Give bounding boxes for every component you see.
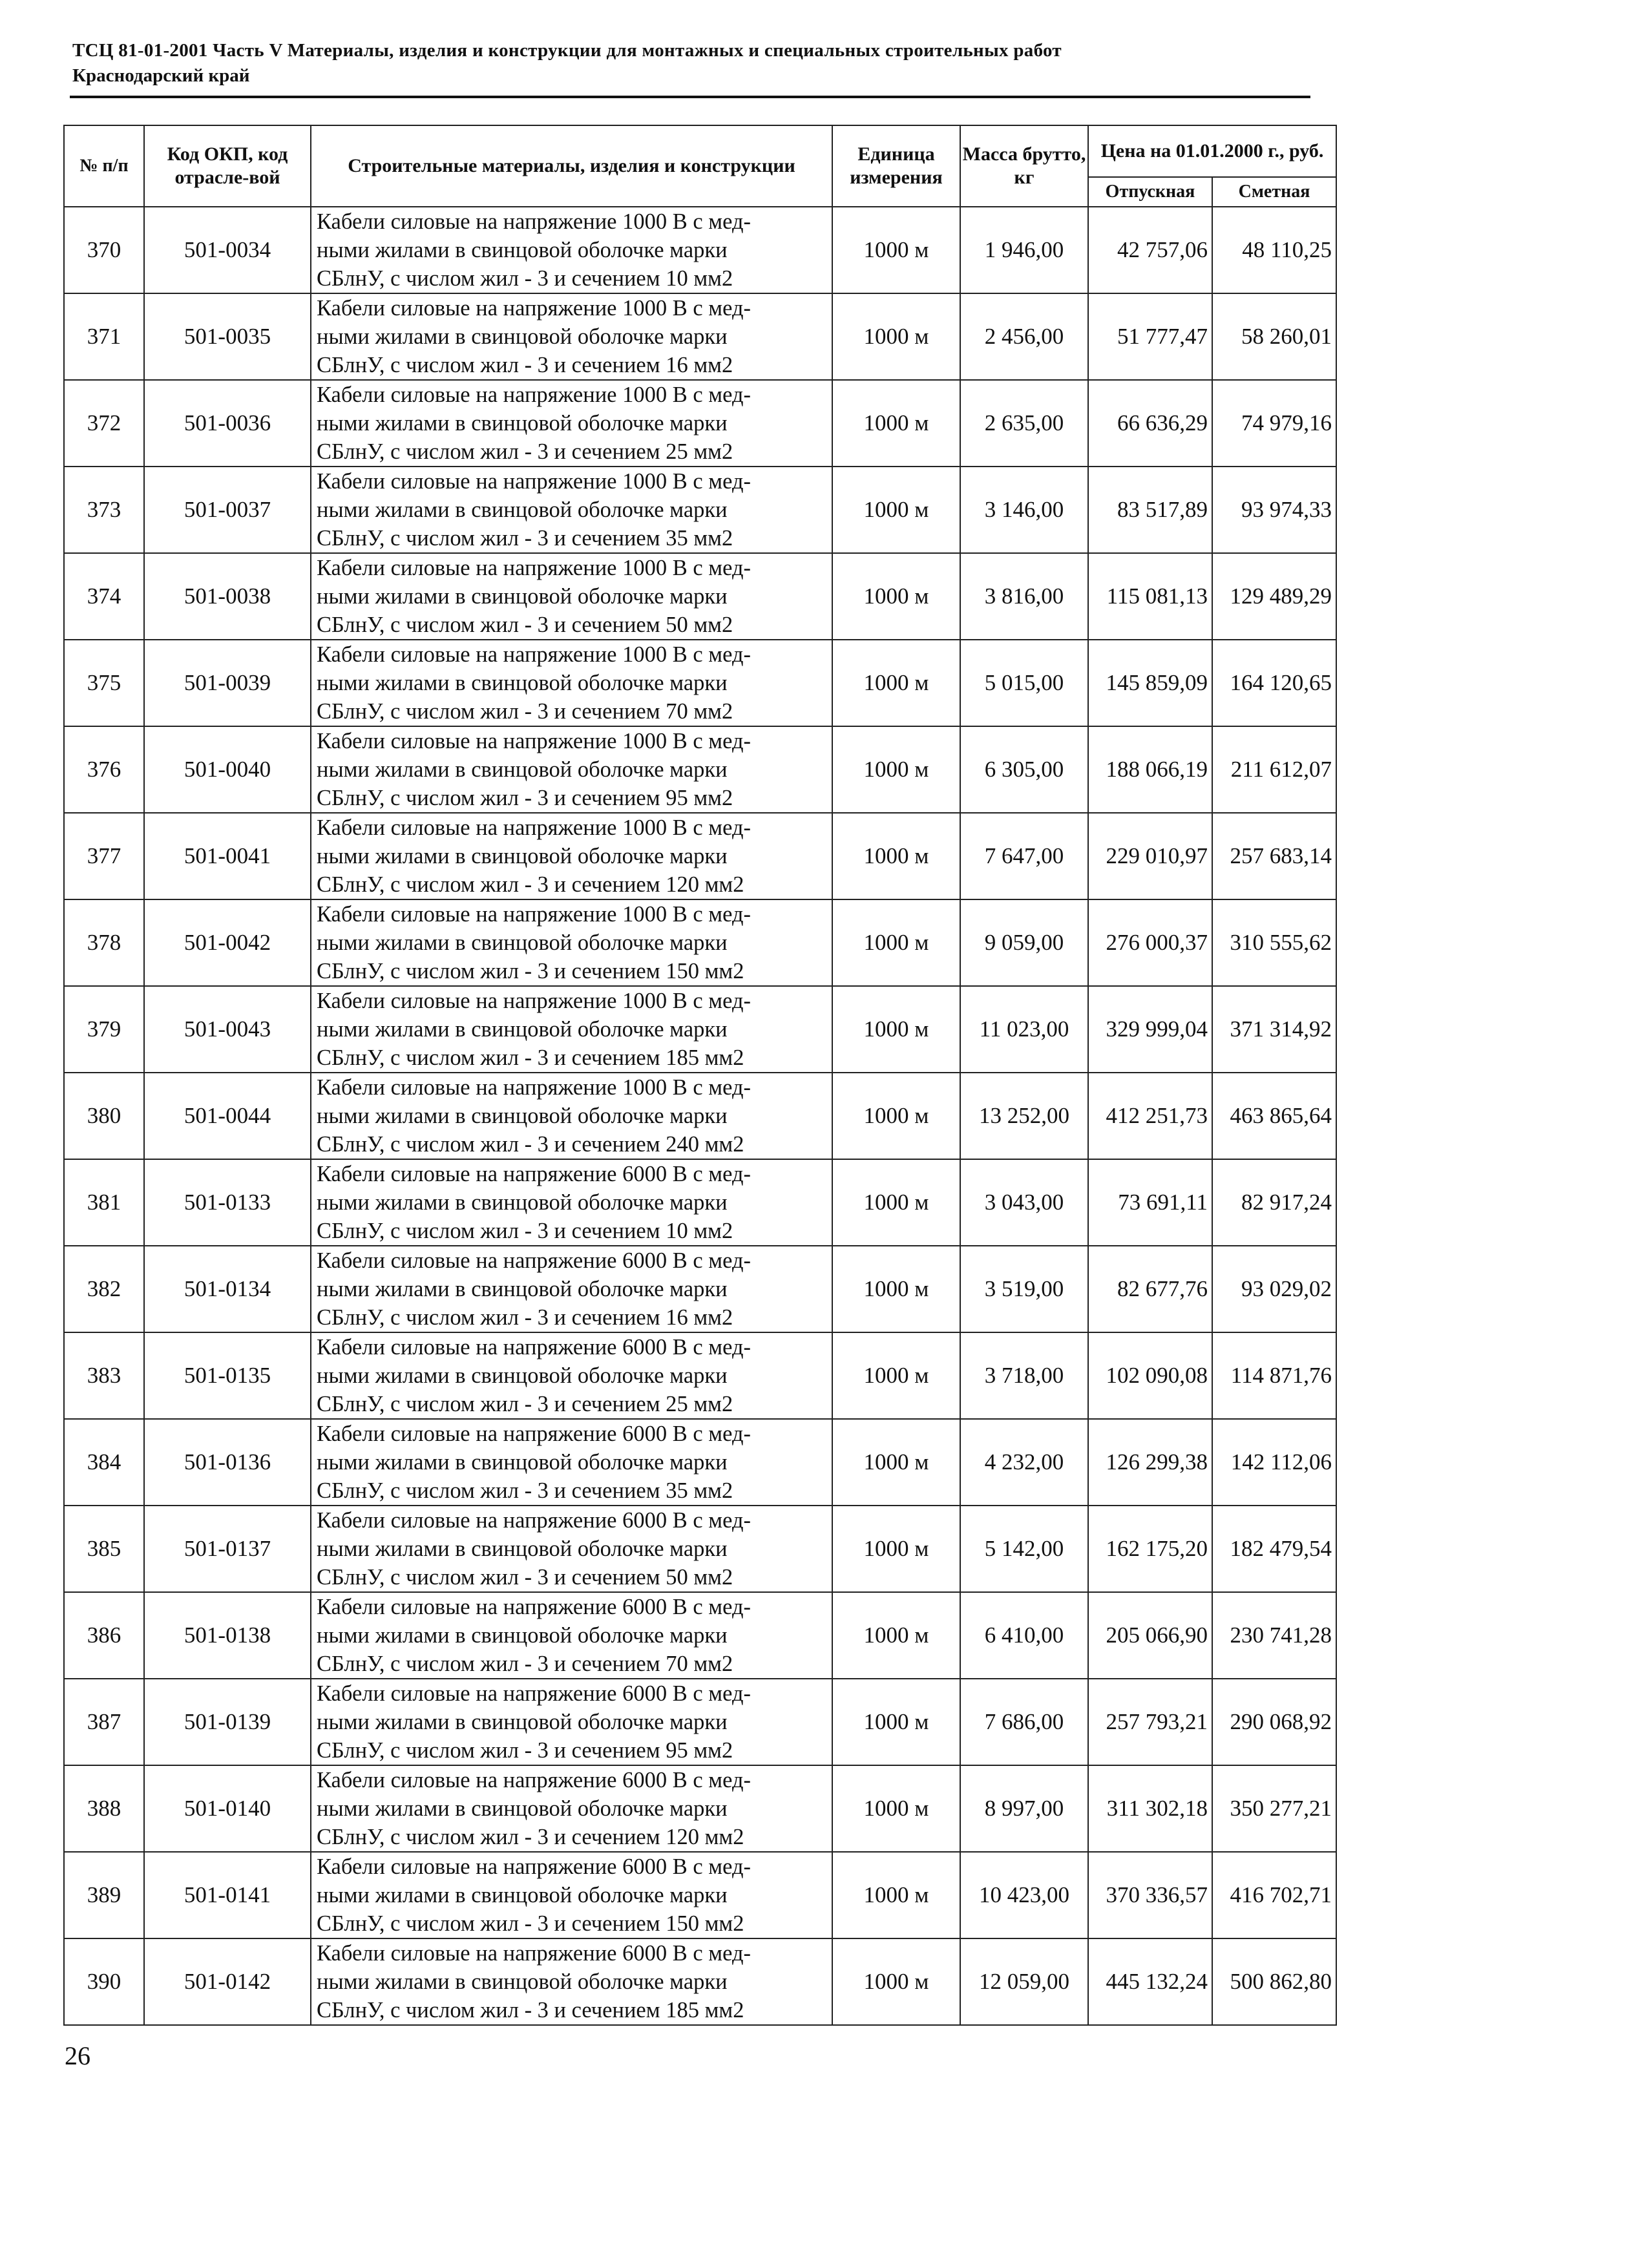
row-description (311, 1938, 832, 2025)
row-mass: 6 305,00 (960, 726, 1088, 813)
row-description (311, 1332, 832, 1419)
row-code: 501-0138 (144, 1592, 311, 1679)
row-mass: 5 142,00 (960, 1506, 1088, 1592)
row-price-release: 73 691,11 (1088, 1159, 1212, 1246)
row-mass: 13 252,00 (960, 1073, 1088, 1159)
row-unit: 1000 м (832, 1073, 960, 1159)
description-line: ными жилами в свинцовой оболочке марки (317, 584, 728, 609)
description-line: Кабели силовые на напряжение 1000 В с мед- (317, 729, 751, 753)
description-line: Кабели силовые на напряжение 1000 В с мед- (317, 989, 751, 1013)
header-divider (70, 96, 1310, 98)
row-number: 377 (64, 813, 144, 899)
row-price-release: 145 859,09 (1088, 640, 1212, 726)
col-header-mass: Масса брутто, кг (960, 125, 1088, 207)
description-line: ными жилами в свинцовой оболочке марки (317, 1363, 728, 1388)
description-line: ными жилами в свинцовой оболочке марки (317, 1883, 728, 1907)
page-number: 26 (65, 2041, 90, 2070)
row-price-release: 42 757,06 (1088, 207, 1212, 293)
description-line: Кабели силовые на напряжение 6000 В с мед- (317, 1162, 751, 1186)
row-price-release: 115 081,13 (1088, 553, 1212, 640)
row-description (311, 467, 832, 553)
description-line: ными жилами в свинцовой оболочке марки (317, 498, 728, 522)
row-mass: 7 686,00 (960, 1679, 1088, 1765)
table-header (64, 125, 1336, 207)
row-unit: 1000 м (832, 553, 960, 640)
col-header-price-estimate: Сметная (1212, 177, 1336, 207)
row-description (311, 1159, 832, 1246)
row-price-estimate: 350 277,21 (1212, 1765, 1336, 1852)
row-mass: 3 043,00 (960, 1159, 1088, 1246)
row-mass: 3 519,00 (960, 1246, 1088, 1332)
row-number: 390 (64, 1938, 144, 2025)
row-number: 375 (64, 640, 144, 726)
row-code: 501-0140 (144, 1765, 311, 1852)
table-row (64, 467, 1336, 553)
row-number: 383 (64, 1332, 144, 1419)
row-number: 382 (64, 1246, 144, 1332)
table-row (64, 1246, 1336, 1332)
row-price-release: 205 066,90 (1088, 1592, 1212, 1679)
description-line: Кабели силовые на напряжение 6000 В с мед- (317, 1595, 751, 1619)
col-header-code: Код ОКП, код отрасле-вой (144, 125, 311, 207)
description-line: ными жилами в свинцовой оболочке марки (317, 238, 728, 262)
row-number: 379 (64, 986, 144, 1073)
description-line: СБлнУ, с числом жил - 3 и сечением 10 мм2 (317, 266, 733, 291)
description-line: ными жилами в свинцовой оболочке марки (317, 671, 728, 695)
row-number: 376 (64, 726, 144, 813)
table-row (64, 640, 1336, 726)
row-price-release: 412 251,73 (1088, 1073, 1212, 1159)
row-mass: 9 059,00 (960, 899, 1088, 986)
row-unit: 1000 м (832, 813, 960, 899)
description-line: СБлнУ, с числом жил - 3 и сечением 95 мм2 (317, 786, 733, 810)
row-mass: 2 456,00 (960, 293, 1088, 380)
row-price-release: 66 636,29 (1088, 380, 1212, 467)
price-table (63, 125, 1337, 2026)
description-line: ными жилами в свинцовой оболочке марки (317, 930, 728, 955)
description-line: СБлнУ, с числом жил - 3 и сечением 70 мм2 (317, 699, 733, 724)
table-row (64, 899, 1336, 986)
row-code: 501-0137 (144, 1506, 311, 1592)
row-code: 501-0142 (144, 1938, 311, 2025)
description-line: Кабели силовые на напряжение 1000 В с мед- (317, 902, 751, 927)
row-code: 501-0038 (144, 553, 311, 640)
row-unit: 1000 м (832, 1765, 960, 1852)
description-line: СБлнУ, с числом жил - 3 и сечением 120 мм2 (317, 872, 744, 897)
document-header (72, 40, 1307, 87)
row-code: 501-0040 (144, 726, 311, 813)
col-header-num: № п/п (64, 125, 144, 207)
row-mass: 2 635,00 (960, 380, 1088, 467)
row-code: 501-0037 (144, 467, 311, 553)
description-line: СБлнУ, с числом жил - 3 и сечением 25 мм2 (317, 439, 733, 464)
row-mass: 7 647,00 (960, 813, 1088, 899)
row-number: 380 (64, 1073, 144, 1159)
row-price-estimate: 82 917,24 (1212, 1159, 1336, 1246)
row-price-estimate: 114 871,76 (1212, 1332, 1336, 1419)
row-number: 386 (64, 1592, 144, 1679)
description-line: СБлнУ, с числом жил - 3 и сечением 120 мм2 (317, 1825, 744, 1849)
row-price-release: 51 777,47 (1088, 293, 1212, 380)
description-line: ными жилами в свинцовой оболочке марки (317, 1796, 728, 1821)
description-line: Кабели силовые на напряжение 6000 В с мед- (317, 1248, 751, 1273)
row-number: 371 (64, 293, 144, 380)
row-description (311, 1419, 832, 1506)
row-unit: 1000 м (832, 1159, 960, 1246)
row-mass: 3 718,00 (960, 1332, 1088, 1419)
row-unit: 1000 м (832, 640, 960, 726)
row-mass: 10 423,00 (960, 1852, 1088, 1938)
description-line: СБлнУ, с числом жил - 3 и сечением 35 мм2 (317, 526, 733, 551)
row-price-estimate: 500 862,80 (1212, 1938, 1336, 2025)
row-code: 501-0041 (144, 813, 311, 899)
description-line: Кабели силовые на напряжение 6000 В с мед- (317, 1854, 751, 1879)
row-price-release: 229 010,97 (1088, 813, 1212, 899)
row-description (311, 1506, 832, 1592)
row-number: 384 (64, 1419, 144, 1506)
row-unit: 1000 м (832, 1246, 960, 1332)
description-line: СБлнУ, с числом жил - 3 и сечением 95 мм2 (317, 1738, 733, 1763)
row-number: 387 (64, 1679, 144, 1765)
row-unit: 1000 м (832, 986, 960, 1073)
row-price-estimate: 416 702,71 (1212, 1852, 1336, 1938)
row-number: 372 (64, 380, 144, 467)
row-description (311, 1246, 832, 1332)
row-unit: 1000 м (832, 726, 960, 813)
row-description (311, 640, 832, 726)
description-line: ными жилами в свинцовой оболочке марки (317, 1969, 728, 1994)
row-price-estimate: 74 979,16 (1212, 380, 1336, 467)
row-unit: 1000 м (832, 1332, 960, 1419)
row-price-estimate: 182 479,54 (1212, 1506, 1336, 1592)
row-number: 388 (64, 1765, 144, 1852)
table-row (64, 813, 1336, 899)
description-line: СБлнУ, с числом жил - 3 и сечением 70 мм2 (317, 1652, 733, 1676)
row-mass: 3 816,00 (960, 553, 1088, 640)
row-unit: 1000 м (832, 1419, 960, 1506)
row-description (311, 813, 832, 899)
row-price-release: 126 299,38 (1088, 1419, 1212, 1506)
table-row (64, 1679, 1336, 1765)
description-line: СБлнУ, с числом жил - 3 и сечением 16 мм2 (317, 1305, 733, 1330)
row-code: 501-0042 (144, 899, 311, 986)
description-line: Кабели силовые на напряжение 6000 В с мед- (317, 1422, 751, 1446)
description-line: Кабели силовые на напряжение 1000 В с мед- (317, 1075, 751, 1100)
col-header-price-group: Цена на 01.01.2000 г., руб. (1088, 125, 1336, 177)
row-description (311, 207, 832, 293)
table-row (64, 1332, 1336, 1419)
row-price-estimate: 371 314,92 (1212, 986, 1336, 1073)
row-mass: 8 997,00 (960, 1765, 1088, 1852)
row-price-release: 83 517,89 (1088, 467, 1212, 553)
description-line: Кабели силовые на напряжение 1000 В с мед- (317, 209, 751, 234)
row-code: 501-0136 (144, 1419, 311, 1506)
row-code: 501-0133 (144, 1159, 311, 1246)
row-price-estimate: 257 683,14 (1212, 813, 1336, 899)
row-unit: 1000 м (832, 1592, 960, 1679)
row-description (311, 1679, 832, 1765)
document-title: ТСЦ 81-01-2001 Часть V Материалы, изделия и конструкции для монтажных и специальных строительных работ (72, 40, 1062, 61)
description-line: ными жилами в свинцовой оболочке марки (317, 1450, 728, 1475)
row-description (311, 1852, 832, 1938)
table-row (64, 1073, 1336, 1159)
row-description (311, 899, 832, 986)
row-price-estimate: 310 555,62 (1212, 899, 1336, 986)
row-unit: 1000 м (832, 207, 960, 293)
col-header-price-release: Отпускная (1088, 177, 1212, 207)
description-line: ными жилами в свинцовой оболочке марки (317, 411, 728, 436)
description-line: СБлнУ, с числом жил - 3 и сечением 35 мм2 (317, 1478, 733, 1503)
row-number: 374 (64, 553, 144, 640)
row-price-release: 188 066,19 (1088, 726, 1212, 813)
row-unit: 1000 м (832, 1506, 960, 1592)
row-code: 501-0035 (144, 293, 311, 380)
row-number: 370 (64, 207, 144, 293)
row-price-release: 257 793,21 (1088, 1679, 1212, 1765)
row-unit: 1000 м (832, 1938, 960, 2025)
description-line: Кабели силовые на напряжение 1000 В с мед- (317, 642, 751, 667)
row-price-estimate: 290 068,92 (1212, 1679, 1336, 1765)
table-row (64, 1852, 1336, 1938)
row-price-release: 162 175,20 (1088, 1506, 1212, 1592)
description-line: СБлнУ, с числом жил - 3 и сечением 25 мм2 (317, 1392, 733, 1416)
row-price-estimate: 463 865,64 (1212, 1073, 1336, 1159)
row-mass: 3 146,00 (960, 467, 1088, 553)
table-row (64, 1419, 1336, 1506)
row-price-estimate: 93 029,02 (1212, 1246, 1336, 1332)
description-line: Кабели силовые на напряжение 1000 В с мед- (317, 383, 751, 407)
description-line: СБлнУ, с числом жил - 3 и сечением 150 мм2 (317, 1911, 744, 1936)
row-description (311, 986, 832, 1073)
row-price-release: 102 090,08 (1088, 1332, 1212, 1419)
col-header-unit: Единица измерения (832, 125, 960, 207)
description-line: ными жилами в свинцовой оболочке марки (317, 1277, 728, 1301)
row-price-release: 329 999,04 (1088, 986, 1212, 1073)
table-row (64, 293, 1336, 380)
row-price-estimate: 142 112,06 (1212, 1419, 1336, 1506)
row-mass: 1 946,00 (960, 207, 1088, 293)
description-line: Кабели силовые на напряжение 1000 В с мед- (317, 296, 751, 320)
table-row (64, 1938, 1336, 2025)
row-number: 385 (64, 1506, 144, 1592)
description-line: ными жилами в свинцовой оболочке марки (317, 1104, 728, 1128)
row-mass: 6 410,00 (960, 1592, 1088, 1679)
table-row (64, 1592, 1336, 1679)
table-body (64, 207, 1336, 2025)
row-price-estimate: 93 974,33 (1212, 467, 1336, 553)
description-line: СБлнУ, с числом жил - 3 и сечением 150 мм2 (317, 959, 744, 983)
row-unit: 1000 м (832, 293, 960, 380)
description-line: СБлнУ, с числом жил - 3 и сечением 50 мм2 (317, 613, 733, 637)
table-row (64, 726, 1336, 813)
row-price-release: 311 302,18 (1088, 1765, 1212, 1852)
row-unit: 1000 м (832, 467, 960, 553)
row-code: 501-0139 (144, 1679, 311, 1765)
row-mass: 11 023,00 (960, 986, 1088, 1073)
row-unit: 1000 м (832, 1679, 960, 1765)
row-price-release: 276 000,37 (1088, 899, 1212, 986)
row-description (311, 1765, 832, 1852)
row-description (311, 380, 832, 467)
description-line: Кабели силовые на напряжение 6000 В с мед- (317, 1941, 751, 1966)
table-row (64, 1765, 1336, 1852)
table-row (64, 553, 1336, 640)
row-mass: 12 059,00 (960, 1938, 1088, 2025)
row-description (311, 293, 832, 380)
document-region: Краснодарский край (72, 65, 250, 86)
row-description (311, 1073, 832, 1159)
row-description (311, 553, 832, 640)
description-line: Кабели силовые на напряжение 1000 В с мед- (317, 556, 751, 580)
row-description (311, 726, 832, 813)
description-line: ными жилами в свинцовой оболочке марки (317, 1537, 728, 1561)
row-number: 381 (64, 1159, 144, 1246)
row-price-release: 370 336,57 (1088, 1852, 1212, 1938)
description-line: СБлнУ, с числом жил - 3 и сечением 185 мм2 (317, 1998, 744, 2022)
description-line: СБлнУ, с числом жил - 3 и сечением 50 мм2 (317, 1565, 733, 1590)
row-price-estimate: 164 120,65 (1212, 640, 1336, 726)
description-line: Кабели силовые на напряжение 6000 В с мед- (317, 1335, 751, 1360)
description-line: СБлнУ, с числом жил - 3 и сечением 16 мм2 (317, 353, 733, 377)
row-price-estimate: 211 612,07 (1212, 726, 1336, 813)
col-header-name: Строительные материалы, изделия и конструкции (311, 125, 832, 207)
row-price-estimate: 230 741,28 (1212, 1592, 1336, 1679)
row-description (311, 1592, 832, 1679)
row-mass: 4 232,00 (960, 1419, 1088, 1506)
description-line: ными жилами в свинцовой оболочке марки (317, 324, 728, 349)
row-number: 389 (64, 1852, 144, 1938)
row-code: 501-0141 (144, 1852, 311, 1938)
description-line: СБлнУ, с числом жил - 3 и сечением 240 мм2 (317, 1132, 744, 1157)
description-line: ными жилами в свинцовой оболочке марки (317, 844, 728, 868)
description-line: ными жилами в свинцовой оболочке марки (317, 1190, 728, 1215)
row-mass: 5 015,00 (960, 640, 1088, 726)
description-line: ными жилами в свинцовой оболочке марки (317, 757, 728, 782)
row-code: 501-0135 (144, 1332, 311, 1419)
description-line: СБлнУ, с числом жил - 3 и сечением 10 мм2 (317, 1219, 733, 1243)
description-line: ными жилами в свинцовой оболочке марки (317, 1710, 728, 1734)
description-line: ными жилами в свинцовой оболочке марки (317, 1017, 728, 1042)
description-line: ными жилами в свинцовой оболочке марки (317, 1623, 728, 1648)
description-line: Кабели силовые на напряжение 1000 В с мед- (317, 469, 751, 494)
row-price-estimate: 48 110,25 (1212, 207, 1336, 293)
table-row (64, 380, 1336, 467)
description-line: Кабели силовые на напряжение 1000 В с мед- (317, 815, 751, 840)
row-unit: 1000 м (832, 380, 960, 467)
row-code: 501-0036 (144, 380, 311, 467)
row-code: 501-0039 (144, 640, 311, 726)
row-price-release: 82 677,76 (1088, 1246, 1212, 1332)
row-number: 373 (64, 467, 144, 553)
table-row (64, 986, 1336, 1073)
description-line: Кабели силовые на напряжение 6000 В с мед- (317, 1681, 751, 1706)
table-row (64, 1159, 1336, 1246)
row-price-estimate: 58 260,01 (1212, 293, 1336, 380)
table-row (64, 1506, 1336, 1592)
row-unit: 1000 м (832, 1852, 960, 1938)
row-code: 501-0034 (144, 207, 311, 293)
row-code: 501-0044 (144, 1073, 311, 1159)
row-code: 501-0043 (144, 986, 311, 1073)
description-line: Кабели силовые на напряжение 6000 В с мед- (317, 1768, 751, 1792)
table-row (64, 207, 1336, 293)
description-line: СБлнУ, с числом жил - 3 и сечением 185 мм2 (317, 1045, 744, 1070)
row-unit: 1000 м (832, 899, 960, 986)
row-number: 378 (64, 899, 144, 986)
row-price-estimate: 129 489,29 (1212, 553, 1336, 640)
row-price-release: 445 132,24 (1088, 1938, 1212, 2025)
row-code: 501-0134 (144, 1246, 311, 1332)
description-line: Кабели силовые на напряжение 6000 В с мед- (317, 1508, 751, 1533)
